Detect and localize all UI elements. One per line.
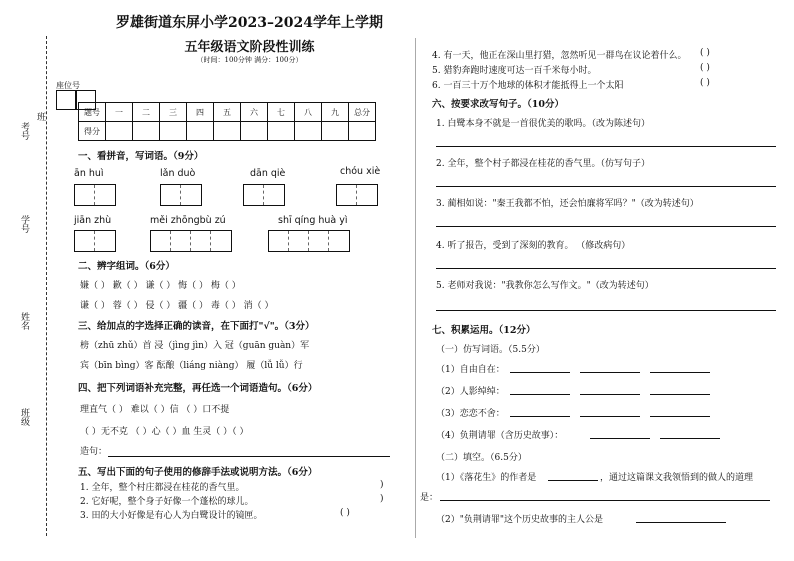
- s5-item-1: 1. 全年，整个村庄都浸在桂花的香气里。: [80, 483, 245, 493]
- pinyin-6: měi zhōngbù zú: [150, 215, 226, 226]
- s7-imit-4: （4）负荆请罪（含历史故事）：: [436, 431, 564, 441]
- s3-row-1: 榜（zhū zhǔ）首 浸（jìng jìn）入 冠（guān guàn）军: [80, 341, 310, 351]
- score-cell: 总分: [349, 103, 376, 122]
- writing-grid-3[interactable]: [243, 184, 285, 206]
- writing-grid-1[interactable]: [74, 184, 116, 206]
- writing-grid-5[interactable]: [74, 230, 116, 252]
- answer-line[interactable]: [436, 268, 776, 269]
- s6-item-3: 3. 蔺相如说："秦王我都不怕，还会怕廉将军吗？"（改为转述句）: [436, 199, 699, 209]
- blank[interactable]: [580, 372, 640, 373]
- s6-item-4: 4. 听了报告，受到了深刻的教育。 （修改病句）: [436, 241, 631, 251]
- score-input[interactable]: [187, 122, 214, 141]
- s6-item-1: 1. 白鹭本身不就是一首很优美的歌吗。（改为陈述句）: [436, 119, 650, 129]
- exam-meta: （时间：100分钟 满分：100分）: [196, 56, 303, 64]
- s5-item-3: 3. 田的大小好像是有心人为白鹭设计的镜匣。: [80, 511, 263, 521]
- score-cell: 五: [214, 103, 241, 122]
- score-input[interactable]: [160, 122, 187, 141]
- binding-label-ban: 班: [35, 112, 45, 121]
- seat-box-1[interactable]: [56, 90, 76, 110]
- r-item-6: 6. 一百三十万个地球的体积才能抵得上一个太阳: [432, 81, 624, 91]
- section-2-title: 二、辨字组词。（6分）: [78, 261, 175, 272]
- s4-row-3: 造句：: [80, 447, 108, 457]
- score-cell: 九: [322, 103, 349, 122]
- blank[interactable]: [590, 438, 650, 439]
- binding-line: [46, 36, 47, 536]
- r-item-5: 5. 猎豹奔跑时速度可达一百千米每小时。: [432, 66, 597, 76]
- s7-imit-3: （3）恋恋不舍：: [436, 409, 505, 419]
- score-value-row: [79, 122, 376, 141]
- section-4-title: 四、把下列词语补充完整，再任选一个词语造句。（6分）: [78, 383, 318, 394]
- sentence-line[interactable]: [108, 456, 390, 457]
- blank[interactable]: [510, 372, 570, 373]
- score-input[interactable]: [295, 122, 322, 141]
- exam-title: 罗雄街道东屏小学2023–2024学年上学期: [116, 15, 383, 31]
- s7-fill-1a: （1）《落花生》的作者是: [436, 473, 537, 483]
- blank[interactable]: [548, 480, 598, 481]
- score-cell: 八: [295, 103, 322, 122]
- writing-grid-6[interactable]: [150, 230, 232, 252]
- r-paren[interactable]: ( ): [700, 48, 710, 58]
- s7-imit-1: （1）自由自在：: [436, 365, 505, 375]
- r-item-4: 4. 有一天，他正在深山里打猎，忽然听见一群鸟在议论着什么。: [432, 51, 687, 61]
- column-divider: [415, 38, 416, 538]
- s3-row-2: 宾（bīn bìng）客 酝酿（liáng niàng） 履（lǚ lǚ）行: [80, 361, 303, 371]
- pinyin-5: jiān zhù: [74, 215, 112, 226]
- binding-label-xuehao: 学号: [19, 215, 29, 233]
- score-input[interactable]: [322, 122, 349, 141]
- score-input[interactable]: [349, 122, 376, 141]
- section-5-title: 五、写出下面的句子使用的修辞手法或说明方法。（6分）: [78, 467, 318, 478]
- blank[interactable]: [650, 372, 710, 373]
- pinyin-2: lǎn duò: [160, 168, 196, 179]
- score-input[interactable]: [106, 122, 133, 141]
- writing-grid-2[interactable]: [160, 184, 202, 206]
- blank[interactable]: [650, 416, 710, 417]
- section-7-title: 七、积累运用。（12分）: [432, 325, 536, 336]
- s7-fill-1b: ，通过这篇课文我领悟到的做人的道理: [600, 473, 754, 483]
- blank[interactable]: [510, 416, 570, 417]
- score-input[interactable]: [241, 122, 268, 141]
- binding-strip: [0, 0, 60, 561]
- answer-line[interactable]: [436, 186, 776, 187]
- writing-grid-7[interactable]: [268, 230, 350, 252]
- s2-row-2: 谦（ ） 蓉（ ） 侵（ ） 疆（ ） 毒（ ） 消（ ）: [80, 301, 274, 311]
- binding-label-class: 班级: [19, 408, 29, 426]
- section-1-title: 一、看拼音，写词语。（9分）: [78, 151, 204, 162]
- s5-paren: ): [380, 494, 384, 504]
- s7-part-2: （二）填空。（6.5分）: [436, 453, 527, 463]
- score-cell: 题号: [79, 103, 106, 122]
- score-cell: 一: [106, 103, 133, 122]
- blank[interactable]: [440, 500, 770, 501]
- binding-label-kaohao: 考号: [19, 122, 29, 140]
- blank[interactable]: [510, 394, 570, 395]
- s7-imit-2: （2）人影绰绰：: [436, 387, 505, 397]
- r-paren[interactable]: ( ): [700, 78, 710, 88]
- score-input[interactable]: [133, 122, 160, 141]
- s5-item-2: 2. 它好呢，整个身子好像一个蓬松的球儿。: [80, 497, 254, 507]
- blank[interactable]: [636, 522, 726, 523]
- score-input[interactable]: [268, 122, 295, 141]
- score-cell: 四: [187, 103, 214, 122]
- blank[interactable]: [580, 416, 640, 417]
- score-cell: 三: [160, 103, 187, 122]
- score-row-label: 得分: [79, 122, 106, 141]
- s6-item-2: 2. 全年，整个村子都浸在桂花的香气里。（仿写句子）: [436, 159, 650, 169]
- s7-fill-2: （2）"负荆请罪"这个历史故事的主人公是: [436, 515, 604, 525]
- answer-line[interactable]: [436, 226, 776, 227]
- binding-label-name: 姓名: [19, 312, 29, 330]
- section-6-title: 六、按要求改写句子。（10分）: [432, 99, 564, 110]
- answer-line[interactable]: [436, 146, 776, 147]
- s7-fill-1c: 是：: [420, 493, 439, 503]
- s4-row-2: （ ）无不克 （ ）心（ ）血 生灵（ ）（ ）: [80, 427, 249, 437]
- s7-part-1: （一）仿写词语。（5.5分）: [436, 345, 545, 355]
- blank[interactable]: [650, 394, 710, 395]
- blank[interactable]: [660, 438, 720, 439]
- s5-paren: ( ): [340, 508, 350, 518]
- s5-paren: ): [380, 480, 384, 490]
- s4-row-1: 理直气（ ） 难以（ ）信 （ ）口不提: [80, 405, 230, 415]
- score-table: [78, 102, 376, 141]
- r-paren[interactable]: ( ): [700, 63, 710, 73]
- blank[interactable]: [580, 394, 640, 395]
- score-cell: 六: [241, 103, 268, 122]
- score-input[interactable]: [214, 122, 241, 141]
- pinyin-1: ān huì: [74, 168, 104, 179]
- pinyin-3: dān qiè: [250, 168, 286, 179]
- score-header-row: [79, 103, 376, 122]
- score-cell: 二: [133, 103, 160, 122]
- pinyin-7: shī qíng huà yì: [278, 215, 348, 226]
- exam-subtitle: 五年级语文阶段性训练: [184, 40, 315, 55]
- section-3-title: 三、给加点的字选择正确的读音，在下面打"√"。（3分）: [78, 321, 315, 332]
- s6-item-5: 5. 老师对我说："我教你怎么写作文。"（改为转述句）: [436, 281, 654, 291]
- pinyin-4: chóu xiè: [340, 166, 381, 177]
- seat-label: 座位号: [56, 81, 80, 90]
- writing-grid-4[interactable]: [336, 184, 378, 206]
- answer-line[interactable]: [436, 310, 776, 311]
- s2-row-1: 嫌（ ） 歉（ ） 谦（ ） 悔（ ） 梅（ ）: [80, 281, 241, 291]
- score-cell: 七: [268, 103, 295, 122]
